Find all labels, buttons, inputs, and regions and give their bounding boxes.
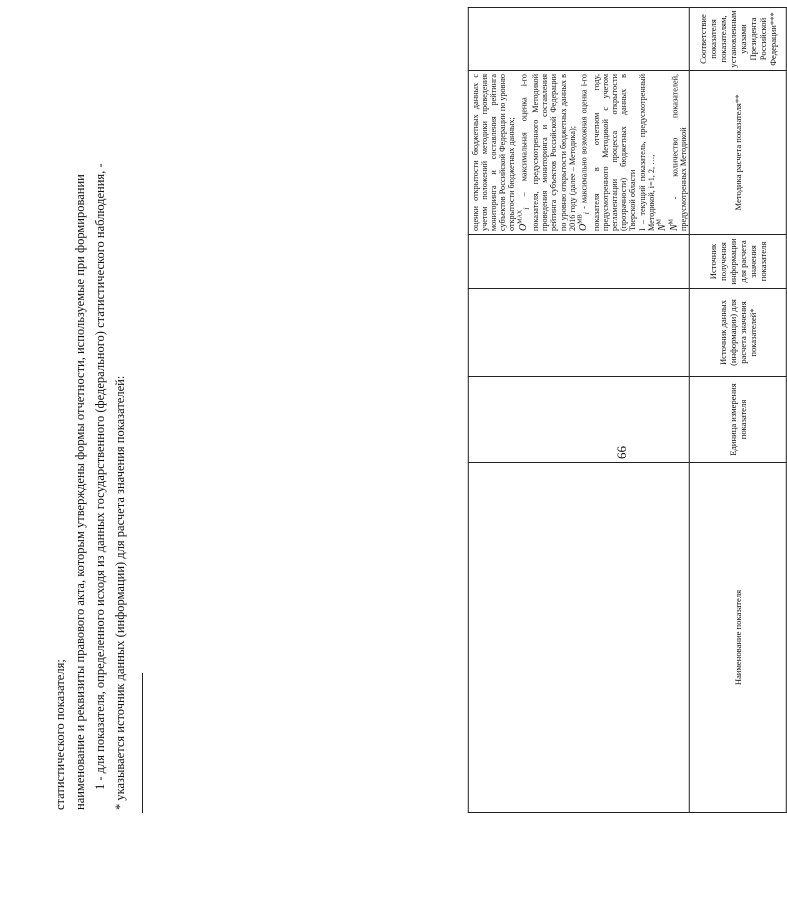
footnote-line-3: наименование и реквизиты правового акта, которым утверждены формы отчетности, используемые при формировании <box>73 174 87 810</box>
header-method: Методика расчета показателя** <box>689 71 786 235</box>
header-compliance: Соответствие показателя показателям, установленным указами Президента Российской Федерации*** <box>689 8 786 71</box>
footnote-line-2: 1 - для показателя, определенного исходя из данных государственного (федерального) статистического наблюдения, - <box>93 163 107 790</box>
table-row <box>469 8 690 813</box>
cell-data-source <box>469 289 690 377</box>
method-line-5 <box>657 74 669 231</box>
table-header-row <box>689 8 786 813</box>
n2-symbol: $N^M$ <box>669 218 681 231</box>
header-info-source: Источник получения информации для расчета значения показателя <box>689 235 786 289</box>
method-line-2: $O^{MAX}_i$ – максимальная оценка i-го показателя, предусмотренного Методикой проведения мониторинга и составления рейтинга субъектов Российской Федерации по уровню открытости бюджетных данных в 2016 году (далее – Методика); <box>518 74 578 231</box>
n-symbol: $N^M$ <box>657 218 669 231</box>
method-line-4: I – текущий показатель, предусмотренный Методикой, i=1, 2, …, <box>638 74 657 231</box>
indicators-table <box>468 7 787 813</box>
cell-unit <box>469 377 690 463</box>
cell-info-source <box>469 235 690 289</box>
o-mr-symbol: $O^{MB}_i$ <box>578 212 592 231</box>
header-data-source: Источник данных (информации) для расчета значения показателей* <box>689 289 786 377</box>
cell-indicator-name <box>469 463 690 813</box>
footnote-line-1: * указывается источник данных (информации) для расчета значения показателей: <box>113 375 127 810</box>
method-line-1: оценки открытости бюджетных данных с учетом положений методики проведения мониторинга и составления рейтинга субъектов Российской Федерации по уровню открытости бюджетных данных; <box>471 74 517 231</box>
footnote-line-4: статистического показателя; <box>53 659 67 810</box>
cell-method <box>469 71 690 235</box>
footnote-divider <box>142 673 143 813</box>
page-number: 66 <box>614 446 629 459</box>
header-unit: Единица измерения показателя <box>689 377 786 463</box>
method-line-6: $N^M$ - количество показателей, предусмотренных Методикой <box>669 73 689 231</box>
method-line-3: $O^{MB}_i$ - максимально возможная оценка i-го показателя в отчетном году, предусмотренного Методикой с учетом регламентации процесса открытости (прозрачности) бюджетных данных в Тверской области <box>578 74 638 231</box>
header-indicator-name: Наименование показателя <box>689 463 786 813</box>
cell-compliance <box>469 8 690 71</box>
o-max-symbol: $O^{MAX}_i$ <box>518 207 532 231</box>
